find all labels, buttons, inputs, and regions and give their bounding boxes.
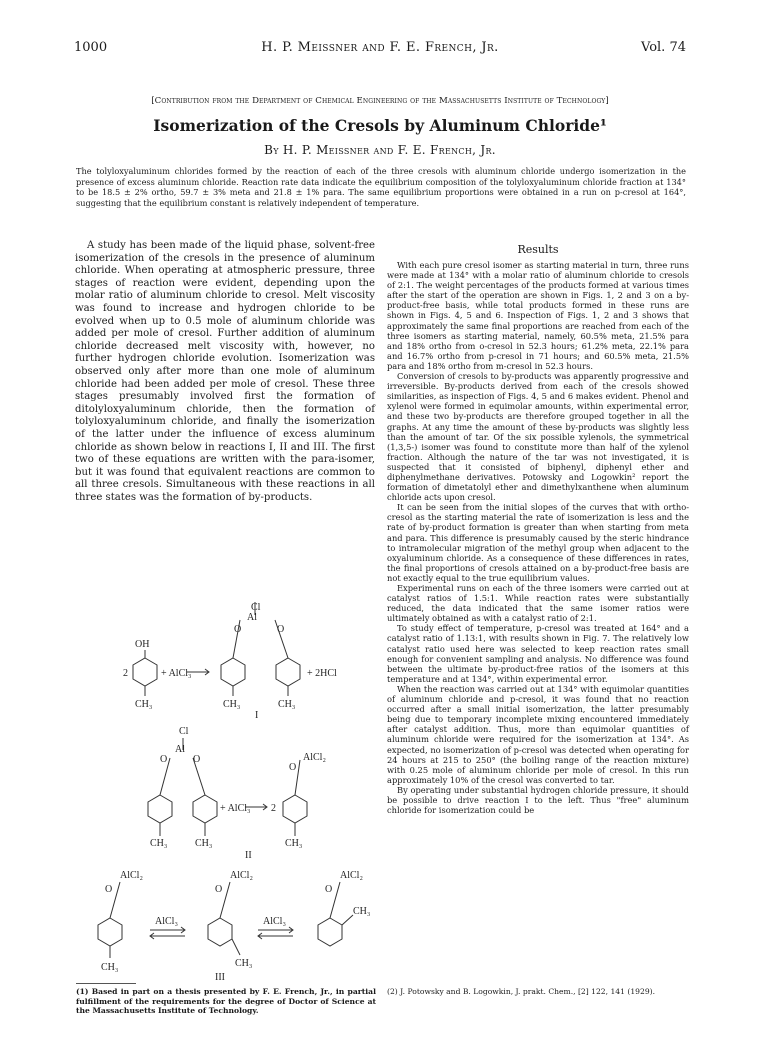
results-paragraph: When the reaction was carried out at 134° with equimolar quantities of aluminum chloride and p-cresol, it was found that no reaction occurred after a small initial isomerization, the latter presumably being due to temporary incomplete mixing encountered immediately after catalyst addition. Thus, more than equimolar quantities of aluminum chloride were required for the isomerization at 134°. As expected, no isomerization of p-cresol was detected when operating for 24 hours at 215 to 250° (the boiling range of the reaction mixture) with 0.25 mole of aluminum chloride per mole of cresol. In this run approximately 10% of the cresol was converted to tar. bbox=[387, 683, 689, 785]
eq1-oh: OH bbox=[135, 639, 150, 650]
eq3-alcl2-c: AlCl₂ bbox=[340, 870, 363, 881]
benzene-ring bbox=[98, 918, 122, 946]
eq3-alcl3-1: AlCl₃ bbox=[155, 916, 178, 927]
eq1-cl: Cl bbox=[251, 602, 261, 613]
contribution-line: [Contribution from the Department of Chemical Engineering of the Massachusetts Institute of Technology] bbox=[151, 96, 609, 106]
intro-paragraph: A study has been made of the liquid phase, solvent-free isomerization of the cresols in the presence of aluminum chloride. When operating at atmospheric pressure, three stages of reaction were evident, depending upon the molar ratio of aluminum chloride to cresol. Melt viscosity was found to increase and hydrogen chloride to be evolved when up to 0.5 mole of aluminum chloride was added per mole of cresol. Further addition of aluminum chloride decreased melt viscosity with, however, no further hydrogen chloride evolution. Isomerization was observed only after more than one mole of aluminum chloride had been added per mole of cresol. These three stages presumably involved first the formation of ditolyloxyaluminum chloride, then the formation of tolyloxyaluminum chloride, and finally the isomerization of the latter under the influence of excess aluminum chloride as shown below in reactions I, II and III. The first two of these equations are written with the para-isomer, but it was found that equivalent reactions are common to all three cresols. Simultaneous with these reactions in all three states was the formation of by-products. bbox=[75, 240, 375, 503]
results-body bbox=[387, 260, 689, 815]
eq3-o-c: O bbox=[325, 884, 333, 895]
byline: By H. P. Meissner and F. E. French, Jr. bbox=[264, 143, 496, 157]
eq1-product-plus: + 2HCl bbox=[307, 668, 337, 679]
eq3-ch3-a: CH₃ bbox=[101, 962, 119, 973]
running-head bbox=[74, 40, 686, 58]
benzene-ring bbox=[318, 918, 342, 946]
eq1-ch3-right: CH₃ bbox=[278, 699, 296, 710]
eq1-ch3-mid: CH₃ bbox=[223, 699, 241, 710]
eq3-alcl3-2: AlCl₃ bbox=[263, 916, 286, 927]
eq2-label: II bbox=[245, 850, 252, 861]
volume-number: Vol. 74 bbox=[641, 40, 686, 55]
eq2-cl: Cl bbox=[179, 726, 189, 737]
results-paragraph: Experimental runs on each of the three isomers were carried out at catalyst ratios of 1.5:1. While reaction rates were substantially reduced, the data indicated that the same isomer ratios were ultimately obtained as with a catalyst ratio of 2:1. bbox=[387, 583, 689, 624]
eq1-al: Al bbox=[247, 612, 257, 623]
eq1-coef: 2 bbox=[123, 668, 128, 679]
eq1-o-right: O bbox=[277, 624, 285, 635]
benzene-ring bbox=[148, 795, 172, 823]
eq3-ch3-b: CH₃ bbox=[235, 958, 253, 969]
eq3-o-b: O bbox=[215, 884, 223, 895]
eq3-label: III bbox=[215, 972, 225, 982]
footnote-2: (2) J. Potowsky and B. Logowkin, J. prakt. Chem., [2] 122, 141 (1929). bbox=[387, 987, 656, 996]
eq3-alcl2-a: AlCl₂ bbox=[120, 870, 143, 881]
results-heading: Results bbox=[517, 243, 559, 256]
eq2-ch3-left: CH₃ bbox=[150, 838, 168, 849]
eq2-al: Al bbox=[175, 744, 185, 755]
article-title: Isomerization of the Cresols by Aluminum Chloride¹ bbox=[153, 116, 607, 135]
eq1-reagent: + AlCl₃ bbox=[161, 668, 192, 679]
benzene-ring bbox=[221, 658, 245, 686]
benzene-ring bbox=[283, 795, 307, 823]
eq2-o-right: O bbox=[193, 754, 201, 765]
results-paragraph: Conversion of cresols to by-products was apparently progressive and irreversible. By-products derived from each of the cresols showed similarities, as inspection of Figs. 4, 5 and 6 makes evident. Phenol and xylenol were formed in equimolar amounts, within experimental error, and these two by-products are therefore grouped together in all the graphs. At any time the amount of these by-products was slightly less than the amount of tar. Of the six possible xylenols, the symmetrical (1,3,5-) isomer was found to constitute more than half of the xylenol fraction. Although the nature of the tar was not investigated, it is suspected that it consisted of biphenyl, diphenyl ether and diphenylmethane derivatives. Potowsky and Logowkin² report the formation of dimetatolyl ether and dimethylxanthene when aluminum chloride acts upon cresol. bbox=[387, 371, 689, 503]
results-paragraph: By operating under substantial hydrogen chloride pressure, it should be possible to drive reaction I to the left. Thus "free" aluminum chloride for isomerization could be bbox=[387, 784, 689, 816]
eq2-o-prod: O bbox=[289, 762, 297, 773]
eq2-alcl2: AlCl₂ bbox=[303, 752, 326, 763]
results-paragraph: To study effect of temperature, p-cresol was treated at 164° and a catalyst ratio of 1.13:1, with results shown in Fig. 7. The relatively low catalyst ratio used here was selected to keep reaction rates small enough for convenient sampling and analysis. No difference was found between the ultimate by-product-free ratios of the isomers at this temperature and at 134°, within experimental error. bbox=[387, 623, 689, 684]
page-number: 1000 bbox=[74, 40, 108, 55]
benzene-ring bbox=[208, 918, 232, 946]
results-paragraph: With each pure cresol isomer as starting material in turn, three runs were made at 134° with a molar ratio of aluminum chloride to cresols of 2:1. The weight percentages of the products formed at various times after the start of the operation are shown in Figs. 1, 2 and 3 on a by-product-free basis, while total products formed in these runs are shown in Figs. 4, 5 and 6. Inspection of Figs. 1, 2 and 3 shows that approximately the same final proportions are reached from each of the three isomers as starting material, namely, 60.5% meta, 21.5% para and 18% ortho from o-cresol in 52.3 hours; 61.2% meta, 22.1% para and 16.7% ortho from p-cresol in 71 hours; and 60.5% meta, 21.5% para and 18% ortho from m-cresol in 52.3 hours. bbox=[387, 260, 689, 371]
eq2-coef: 2 bbox=[271, 803, 276, 814]
eq3-ch3-c: CH₃ bbox=[353, 906, 371, 917]
footnote-rule bbox=[76, 983, 136, 984]
benzene-ring bbox=[193, 795, 217, 823]
eq2-ch3-mid: CH₃ bbox=[195, 838, 213, 849]
eq1-label: I bbox=[255, 710, 259, 721]
benzene-ring bbox=[276, 658, 300, 686]
eq1-ch3-left: CH₃ bbox=[135, 699, 153, 710]
benzene-ring bbox=[133, 658, 157, 686]
reaction-schemes bbox=[75, 600, 385, 982]
results-paragraph: It can be seen from the initial slopes of the curves that with ortho-cresol as the starting material the rate of isomerization is less and the rate of by-product formation is greater than when starting from meta and para. This difference is presumably caused by the steric hindrance to intramolecular migration of the methyl group when adjacent to the oxyaluminum chloride. As a consequence of these differences in rates, the final proportions of cresols attained on a by-product-free basis are not exactly equal to the true equilibrium values. bbox=[387, 502, 689, 583]
eq2-reagent: + AlCl₃ bbox=[220, 803, 251, 814]
footnote-1: (1) Based in part on a thesis presented by F. E. French, Jr., in partial fulfillment of the requirements for the degree of Doctor of Science at the Massachusetts Institute of Technology. bbox=[76, 987, 376, 1016]
abstract: The tolyloxyaluminum chlorides formed by the reaction of each of the three cresols with aluminum chloride undergo isomerization in the presence of excess aluminum chloride. Reaction rate data indicate the equilibrium composition of the tolyloxyaluminum chloride fraction at 134° to be 18.5 ± 2% ortho, 59.7 ± 3% meta and 21.8 ± 1% para. The same equilibrium proportions were obtained in a run on p-cresol at 164°, suggesting that the equilibrium constant is relatively independent of temperature. bbox=[76, 166, 686, 208]
eq3-alcl2-b: AlCl₂ bbox=[230, 870, 253, 881]
eq2-ch3-right: CH₃ bbox=[285, 838, 303, 849]
eq2-o-left: O bbox=[160, 754, 168, 765]
eq1-o-left: O bbox=[234, 624, 242, 635]
eq3-o-a: O bbox=[105, 884, 113, 895]
running-head-authors: H. P. Meissner and F. E. French, Jr. bbox=[261, 40, 499, 55]
